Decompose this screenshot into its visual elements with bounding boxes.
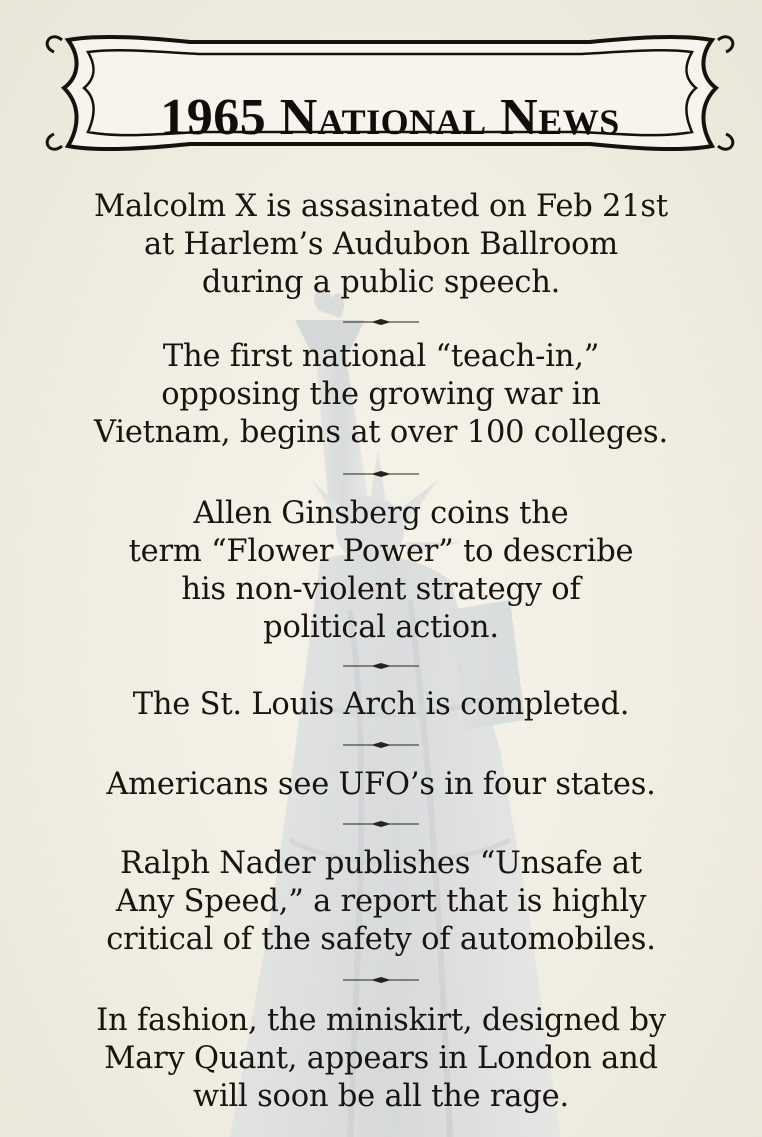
ornamental-divider-icon xyxy=(341,820,421,828)
news-item-line: will soon be all the rage. xyxy=(193,1079,569,1114)
news-item-line: Americans see UFO’s in four states. xyxy=(106,767,656,802)
page-title: 1965 National News xyxy=(160,89,620,146)
news-item-line: opposing the growing war in xyxy=(161,377,601,412)
news-item-line: his non-violent strategy of xyxy=(181,572,581,607)
ornamental-divider-icon xyxy=(341,662,421,670)
news-item-miniskirt xyxy=(0,1002,762,1116)
ornamental-divider-icon xyxy=(341,976,421,984)
news-item-line: Allen Ginsberg coins the xyxy=(193,496,569,531)
news-item-line: term “Flower Power” to describe xyxy=(128,534,634,569)
news-item-line: The St. Louis Arch is completed. xyxy=(132,687,630,722)
news-item-ufos xyxy=(0,766,762,804)
ornamental-divider-icon xyxy=(341,470,421,478)
news-item-line: Mary Quant, appears in London and xyxy=(104,1041,658,1076)
ornamental-divider-icon xyxy=(341,741,421,749)
news-item-line: political action. xyxy=(263,610,499,645)
news-item-line: Ralph Nader publishes “Unsafe at xyxy=(120,846,642,881)
news-item-line: In fashion, the miniskirt, designed by xyxy=(96,1003,666,1038)
news-item-line: critical of the safety of automobiles. xyxy=(106,922,656,957)
news-item-line: Malcolm X is assasinated on Feb 21st xyxy=(94,189,668,224)
news-item-line: at Harlem’s Audubon Ballroom xyxy=(143,227,619,262)
news-item-st-louis-arch xyxy=(0,686,762,724)
news-item-line: The first national “teach-in,” xyxy=(162,339,600,374)
ornamental-divider-icon xyxy=(341,318,421,326)
news-item-teach-in xyxy=(0,338,762,452)
news-item-line: Vietnam, begins at over 100 colleges. xyxy=(93,415,669,450)
news-item-malcolm-x xyxy=(0,188,762,302)
news-item-ralph-nader xyxy=(0,845,762,959)
news-item-line: Any Speed,” a report that is highly xyxy=(115,884,647,919)
news-item-flower-power xyxy=(0,495,762,647)
title-banner xyxy=(40,26,740,164)
news-item-line: during a public speech. xyxy=(201,265,561,300)
